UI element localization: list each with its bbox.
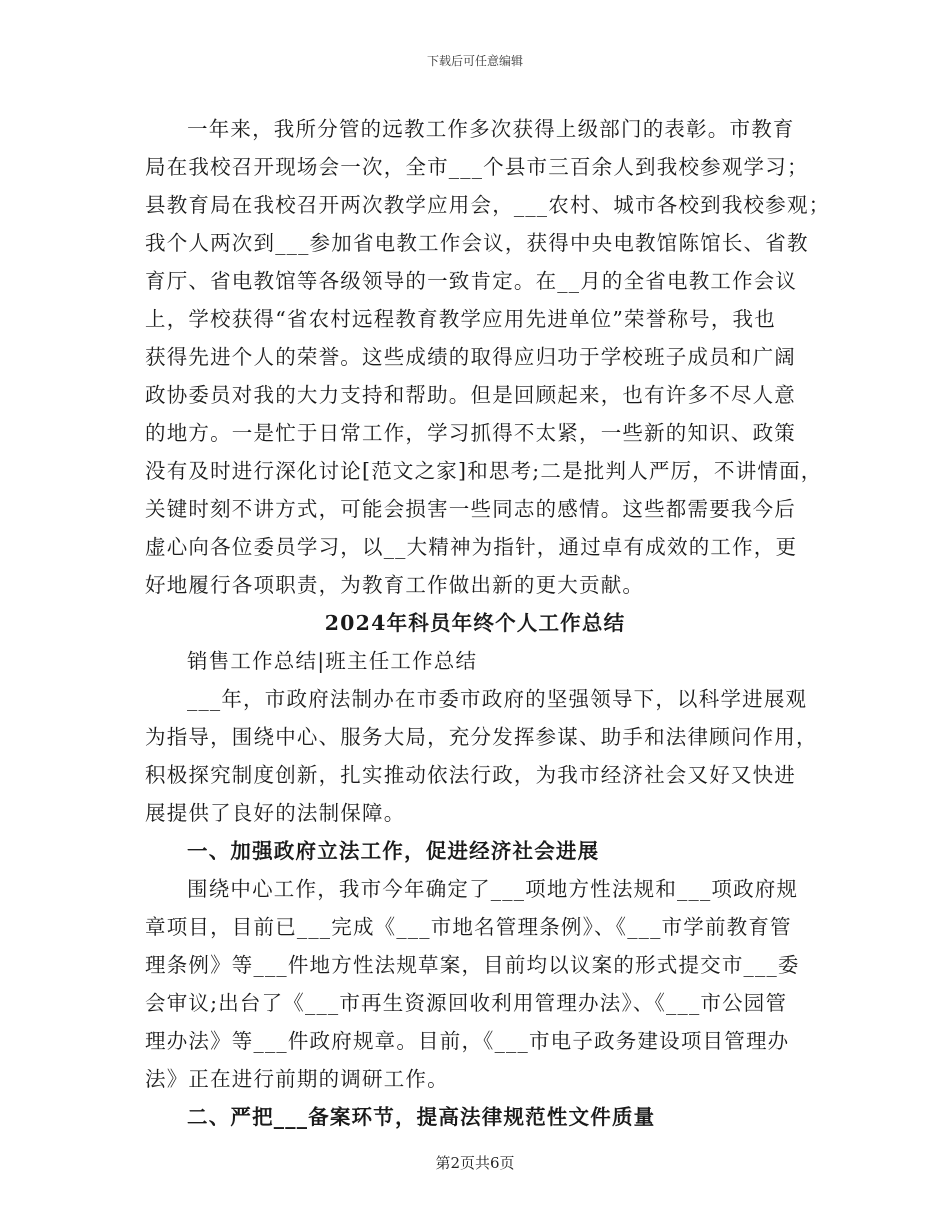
article-title: 2024年科员年终个人工作总结	[324, 611, 626, 635]
paragraph-line: 关键时刻不讲方式，可能会损害一些同志的感情。这些都需要我今后	[145, 497, 796, 521]
paragraph-line: 育厅、省电教馆等各级领导的一致肯定。在__月的全省电教工作会议	[145, 269, 798, 293]
paragraph-line: 获得先进个人的荣誉。这些成绩的取得应归功于学校班子成员和广阔	[145, 345, 796, 369]
section-heading: 一、加强政府立法工作，促进经济社会进展	[187, 839, 600, 863]
section-heading: 二、严把___备案环节，提高法律规范性文件质量	[187, 1105, 656, 1129]
paragraph-line: 局在我校召开现场会一次，全市___个县市三百余人到我校参观学习；	[145, 155, 809, 179]
paragraph-line: 我个人两次到___参加省电教工作会议，获得中央电教馆陈馆长、省教	[145, 231, 809, 255]
page-header: 下载后可任意编辑	[426, 54, 523, 68]
page-number: 第2页共6页	[435, 1154, 515, 1172]
paragraph-line: 理条例》等___件地方性法规草案，目前均以议案的形式提交市___委	[145, 953, 800, 977]
paragraph-line: 章项目，目前已___完成《___市地名管理条例》、《___市学前教育管	[145, 915, 792, 939]
paragraph-line: 一年来，我所分管的远教工作多次获得上级部门的表彰。市教育	[187, 117, 795, 141]
paragraph-line: 法》正在进行前期的调研工作。	[145, 1067, 449, 1091]
paragraph-line: 围绕中心工作，我市今年确定了___项地方性法规和___项政府规	[187, 877, 799, 901]
paragraph-line: 为指导，围绕中心、服务大局，充分发挥参谋、助手和法律顾问作用，	[145, 725, 818, 749]
paragraph-line: ___年，市政府法制办在市委市政府的坚强领导下，以科学进展观	[187, 687, 808, 711]
paragraph-line: 会审议;出台了《___市再生资源回收利用管理办法》、《___市公园管	[145, 991, 788, 1015]
paragraph-line: 虚心向各位委员学习，以__大精神为指针，通过卓有成效的工作，更	[145, 535, 798, 559]
paragraph-line: 的地方。一是忙于日常工作，学习抓得不太紧，一些新的知识、政策	[145, 421, 796, 445]
paragraph-line: 县教育局在我校召开两次教学应用会，___农村、城市各校到我校参观；	[145, 193, 831, 217]
paragraph-line: 好地履行各项职责，为教育工作做出新的更大贡献。	[145, 573, 645, 597]
paragraph-line: 没有及时进行深化讨论[范文之家]和思考;二是批判人严厉，不讲情面，	[145, 459, 823, 483]
paragraph-line: 理办法》等___件政府规章。目前，《___市电子政务建设项目管理办	[145, 1029, 790, 1053]
paragraph-line: 上，学校获得“省农村远程教育教学应用先进单位”荣誉称号，我也	[145, 307, 776, 331]
related-links: 销售工作总结|班主任工作总结	[187, 649, 478, 673]
paragraph-line: 政协委员对我的大力支持和帮助。但是回顾起来，也有许多不尽人意	[145, 383, 796, 407]
paragraph-line: 积极探究制度创新，扎实推动依法行政，为我市经济社会又好又快进	[145, 763, 796, 787]
paragraph-line: 展提供了良好的法制保障。	[145, 801, 406, 825]
